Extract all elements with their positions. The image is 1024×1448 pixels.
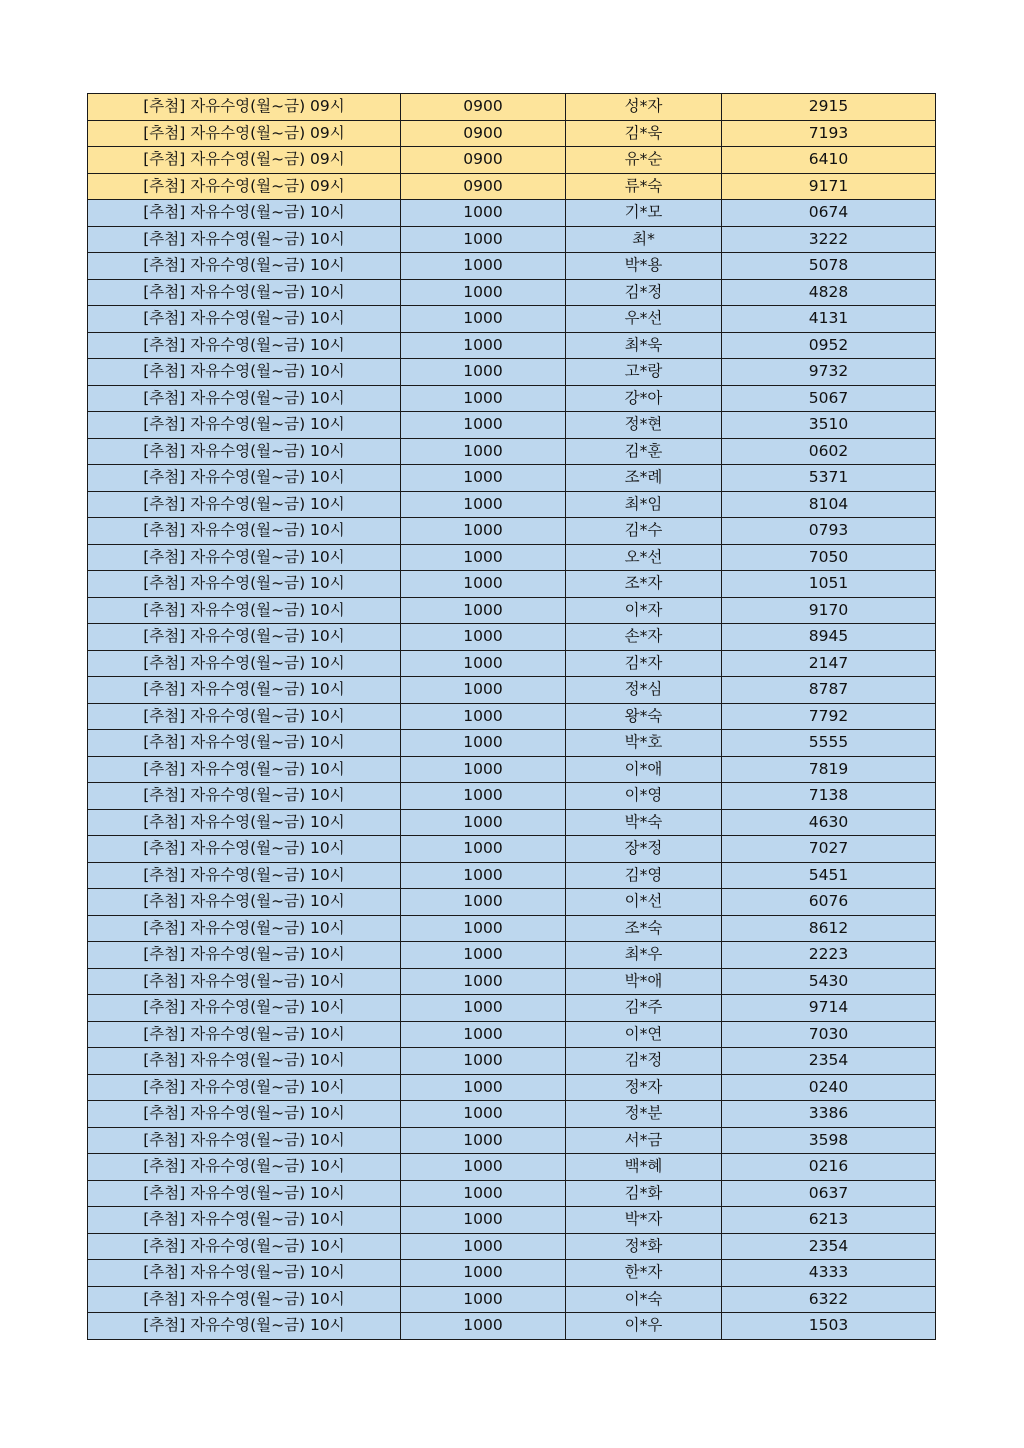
name-cell: 정*현 <box>566 412 722 439</box>
name-cell: 이*자 <box>566 597 722 624</box>
name-cell: 성*자 <box>566 94 722 121</box>
program-cell: [추첨] 자유수영(월~금) 10시 <box>88 1180 401 1207</box>
program-cell: [추첨] 자유수영(월~금) 10시 <box>88 571 401 598</box>
code-cell: 9732 <box>722 359 936 386</box>
name-cell: 박*호 <box>566 730 722 757</box>
name-cell: 왕*숙 <box>566 703 722 730</box>
table-row <box>88 968 936 995</box>
name-cell: 한*자 <box>566 1260 722 1287</box>
table-row <box>88 889 936 916</box>
code-cell: 5451 <box>722 862 936 889</box>
code-cell: 8945 <box>722 624 936 651</box>
time-cell: 1000 <box>401 1286 566 1313</box>
table-row <box>88 332 936 359</box>
time-cell: 1000 <box>401 730 566 757</box>
time-cell: 1000 <box>401 836 566 863</box>
code-cell: 7819 <box>722 756 936 783</box>
time-cell: 1000 <box>401 889 566 916</box>
name-cell: 이*영 <box>566 783 722 810</box>
time-cell: 1000 <box>401 1207 566 1234</box>
time-cell: 1000 <box>401 1074 566 1101</box>
name-cell: 이*우 <box>566 1313 722 1340</box>
table-row <box>88 1260 936 1287</box>
table-row <box>88 862 936 889</box>
code-cell: 4333 <box>722 1260 936 1287</box>
time-cell: 1000 <box>401 518 566 545</box>
time-cell: 1000 <box>401 650 566 677</box>
code-cell: 0952 <box>722 332 936 359</box>
name-cell: 강*아 <box>566 385 722 412</box>
program-cell: [추첨] 자유수영(월~금) 10시 <box>88 783 401 810</box>
code-cell: 9714 <box>722 995 936 1022</box>
time-cell: 0900 <box>401 147 566 174</box>
code-cell: 7138 <box>722 783 936 810</box>
program-cell: [추첨] 자유수영(월~금) 10시 <box>88 1021 401 1048</box>
code-cell: 3510 <box>722 412 936 439</box>
table-row <box>88 1048 936 1075</box>
name-cell: 정*화 <box>566 1233 722 1260</box>
table-row <box>88 544 936 571</box>
time-cell: 1000 <box>401 942 566 969</box>
time-cell: 1000 <box>401 544 566 571</box>
program-cell: [추첨] 자유수영(월~금) 10시 <box>88 1286 401 1313</box>
table-row <box>88 915 936 942</box>
table-row <box>88 385 936 412</box>
code-cell: 8104 <box>722 491 936 518</box>
program-cell: [추첨] 자유수영(월~금) 10시 <box>88 385 401 412</box>
program-cell: [추첨] 자유수영(월~금) 09시 <box>88 120 401 147</box>
name-cell: 박*애 <box>566 968 722 995</box>
name-cell: 정*심 <box>566 677 722 704</box>
table-row <box>88 783 936 810</box>
code-cell: 2354 <box>722 1048 936 1075</box>
name-cell: 이*선 <box>566 889 722 916</box>
table-row <box>88 491 936 518</box>
table-row <box>88 306 936 333</box>
name-cell: 유*순 <box>566 147 722 174</box>
program-cell: [추첨] 자유수영(월~금) 10시 <box>88 597 401 624</box>
program-cell: [추첨] 자유수영(월~금) 10시 <box>88 756 401 783</box>
time-cell: 0900 <box>401 94 566 121</box>
code-cell: 6213 <box>722 1207 936 1234</box>
program-cell: [추첨] 자유수영(월~금) 10시 <box>88 359 401 386</box>
time-cell: 1000 <box>401 571 566 598</box>
table-row <box>88 677 936 704</box>
code-cell: 5371 <box>722 465 936 492</box>
time-cell: 1000 <box>401 359 566 386</box>
name-cell: 기*모 <box>566 200 722 227</box>
code-cell: 1503 <box>722 1313 936 1340</box>
name-cell: 조*례 <box>566 465 722 492</box>
program-cell: [추첨] 자유수영(월~금) 10시 <box>88 1260 401 1287</box>
code-cell: 3598 <box>722 1127 936 1154</box>
table-row <box>88 94 936 121</box>
code-cell: 9170 <box>722 597 936 624</box>
table-row <box>88 836 936 863</box>
name-cell: 김*화 <box>566 1180 722 1207</box>
name-cell: 오*선 <box>566 544 722 571</box>
code-cell: 2147 <box>722 650 936 677</box>
code-cell: 8612 <box>722 915 936 942</box>
program-cell: [추첨] 자유수영(월~금) 10시 <box>88 465 401 492</box>
code-cell: 0674 <box>722 200 936 227</box>
name-cell: 박*숙 <box>566 809 722 836</box>
program-cell: [추첨] 자유수영(월~금) 10시 <box>88 253 401 280</box>
table-row <box>88 173 936 200</box>
name-cell: 김*정 <box>566 279 722 306</box>
code-cell: 4630 <box>722 809 936 836</box>
table-row <box>88 756 936 783</box>
program-cell: [추첨] 자유수영(월~금) 09시 <box>88 147 401 174</box>
code-cell: 5078 <box>722 253 936 280</box>
program-cell: [추첨] 자유수영(월~금) 09시 <box>88 94 401 121</box>
table-row <box>88 1127 936 1154</box>
name-cell: 최*임 <box>566 491 722 518</box>
table-row <box>88 1207 936 1234</box>
code-cell: 8787 <box>722 677 936 704</box>
name-cell: 김*영 <box>566 862 722 889</box>
code-cell: 7030 <box>722 1021 936 1048</box>
name-cell: 고*랑 <box>566 359 722 386</box>
code-cell: 0240 <box>722 1074 936 1101</box>
code-cell: 7050 <box>722 544 936 571</box>
code-cell: 7027 <box>722 836 936 863</box>
program-cell: [추첨] 자유수영(월~금) 10시 <box>88 200 401 227</box>
name-cell: 정*자 <box>566 1074 722 1101</box>
code-cell: 0793 <box>722 518 936 545</box>
code-cell: 5067 <box>722 385 936 412</box>
program-cell: [추첨] 자유수영(월~금) 10시 <box>88 836 401 863</box>
name-cell: 박*용 <box>566 253 722 280</box>
time-cell: 1000 <box>401 1101 566 1128</box>
table-row <box>88 730 936 757</box>
program-cell: [추첨] 자유수영(월~금) 10시 <box>88 1233 401 1260</box>
program-cell: [추첨] 자유수영(월~금) 10시 <box>88 412 401 439</box>
program-cell: [추첨] 자유수영(월~금) 10시 <box>88 809 401 836</box>
table-row <box>88 412 936 439</box>
program-cell: [추첨] 자유수영(월~금) 10시 <box>88 491 401 518</box>
table-row <box>88 200 936 227</box>
name-cell: 김*수 <box>566 518 722 545</box>
time-cell: 1000 <box>401 253 566 280</box>
code-cell: 2915 <box>722 94 936 121</box>
table-row <box>88 571 936 598</box>
table-row <box>88 465 936 492</box>
table-row <box>88 597 936 624</box>
name-cell: 우*선 <box>566 306 722 333</box>
time-cell: 1000 <box>401 1021 566 1048</box>
program-cell: [추첨] 자유수영(월~금) 10시 <box>88 1154 401 1181</box>
program-cell: [추첨] 자유수영(월~금) 10시 <box>88 1048 401 1075</box>
time-cell: 1000 <box>401 491 566 518</box>
time-cell: 1000 <box>401 279 566 306</box>
name-cell: 최*욱 <box>566 332 722 359</box>
time-cell: 1000 <box>401 597 566 624</box>
program-cell: [추첨] 자유수영(월~금) 10시 <box>88 306 401 333</box>
program-cell: [추첨] 자유수영(월~금) 10시 <box>88 915 401 942</box>
name-cell: 최*우 <box>566 942 722 969</box>
program-cell: [추첨] 자유수영(월~금) 10시 <box>88 438 401 465</box>
name-cell: 조*자 <box>566 571 722 598</box>
time-cell: 1000 <box>401 465 566 492</box>
time-cell: 1000 <box>401 1260 566 1287</box>
time-cell: 1000 <box>401 306 566 333</box>
time-cell: 1000 <box>401 1154 566 1181</box>
time-cell: 1000 <box>401 677 566 704</box>
program-cell: [추첨] 자유수영(월~금) 10시 <box>88 703 401 730</box>
program-cell: [추첨] 자유수영(월~금) 10시 <box>88 730 401 757</box>
code-cell: 4828 <box>722 279 936 306</box>
table-row <box>88 226 936 253</box>
code-cell: 2223 <box>722 942 936 969</box>
time-cell: 1000 <box>401 915 566 942</box>
program-cell: [추첨] 자유수영(월~금) 10시 <box>88 1313 401 1340</box>
table-row <box>88 279 936 306</box>
program-cell: [추첨] 자유수영(월~금) 10시 <box>88 995 401 1022</box>
name-cell: 김*정 <box>566 1048 722 1075</box>
program-cell: [추첨] 자유수영(월~금) 10시 <box>88 1207 401 1234</box>
program-cell: [추첨] 자유수영(월~금) 10시 <box>88 544 401 571</box>
time-cell: 1000 <box>401 332 566 359</box>
name-cell: 이*애 <box>566 756 722 783</box>
time-cell: 1000 <box>401 200 566 227</box>
program-cell: [추첨] 자유수영(월~금) 10시 <box>88 1127 401 1154</box>
program-cell: [추첨] 자유수영(월~금) 10시 <box>88 332 401 359</box>
time-cell: 1000 <box>401 995 566 1022</box>
table-row <box>88 995 936 1022</box>
code-cell: 5430 <box>722 968 936 995</box>
time-cell: 1000 <box>401 226 566 253</box>
program-cell: [추첨] 자유수영(월~금) 10시 <box>88 1074 401 1101</box>
name-cell: 이*연 <box>566 1021 722 1048</box>
time-cell: 1000 <box>401 756 566 783</box>
code-cell: 3386 <box>722 1101 936 1128</box>
time-cell: 1000 <box>401 1313 566 1340</box>
name-cell: 백*혜 <box>566 1154 722 1181</box>
code-cell: 7792 <box>722 703 936 730</box>
code-cell: 0637 <box>722 1180 936 1207</box>
time-cell: 1000 <box>401 703 566 730</box>
table-row <box>88 518 936 545</box>
time-cell: 1000 <box>401 438 566 465</box>
name-cell: 조*숙 <box>566 915 722 942</box>
name-cell: 이*숙 <box>566 1286 722 1313</box>
name-cell: 김*욱 <box>566 120 722 147</box>
time-cell: 1000 <box>401 1127 566 1154</box>
time-cell: 0900 <box>401 173 566 200</box>
table-row <box>88 1180 936 1207</box>
program-cell: [추첨] 자유수영(월~금) 10시 <box>88 677 401 704</box>
code-cell: 7193 <box>722 120 936 147</box>
time-cell: 1000 <box>401 862 566 889</box>
table-row <box>88 1021 936 1048</box>
table-row <box>88 703 936 730</box>
name-cell: 김*주 <box>566 995 722 1022</box>
time-cell: 1000 <box>401 624 566 651</box>
program-cell: [추첨] 자유수영(월~금) 10시 <box>88 862 401 889</box>
code-cell: 0216 <box>722 1154 936 1181</box>
table-row <box>88 650 936 677</box>
code-cell: 3222 <box>722 226 936 253</box>
name-cell: 서*금 <box>566 1127 722 1154</box>
time-cell: 1000 <box>401 968 566 995</box>
name-cell: 김*자 <box>566 650 722 677</box>
table-row <box>88 809 936 836</box>
table-row <box>88 1101 936 1128</box>
program-cell: [추첨] 자유수영(월~금) 09시 <box>88 173 401 200</box>
table-row <box>88 1313 936 1340</box>
name-cell: 정*분 <box>566 1101 722 1128</box>
table-row <box>88 359 936 386</box>
name-cell: 손*자 <box>566 624 722 651</box>
table-row <box>88 147 936 174</box>
time-cell: 0900 <box>401 120 566 147</box>
code-cell: 2354 <box>722 1233 936 1260</box>
program-cell: [추첨] 자유수영(월~금) 10시 <box>88 1101 401 1128</box>
table-row <box>88 942 936 969</box>
code-cell: 6410 <box>722 147 936 174</box>
time-cell: 1000 <box>401 1048 566 1075</box>
name-cell: 장*정 <box>566 836 722 863</box>
program-cell: [추첨] 자유수영(월~금) 10시 <box>88 518 401 545</box>
code-cell: 6076 <box>722 889 936 916</box>
lottery-result-table <box>87 93 936 1340</box>
program-cell: [추첨] 자유수영(월~금) 10시 <box>88 624 401 651</box>
program-cell: [추첨] 자유수영(월~금) 10시 <box>88 226 401 253</box>
program-cell: [추첨] 자유수영(월~금) 10시 <box>88 650 401 677</box>
table-row <box>88 1154 936 1181</box>
code-cell: 1051 <box>722 571 936 598</box>
code-cell: 5555 <box>722 730 936 757</box>
code-cell: 9171 <box>722 173 936 200</box>
table-row <box>88 1074 936 1101</box>
program-cell: [추첨] 자유수영(월~금) 10시 <box>88 279 401 306</box>
table-body <box>88 94 936 1340</box>
code-cell: 6322 <box>722 1286 936 1313</box>
time-cell: 1000 <box>401 412 566 439</box>
time-cell: 1000 <box>401 783 566 810</box>
table-row <box>88 438 936 465</box>
name-cell: 김*훈 <box>566 438 722 465</box>
table-row <box>88 1233 936 1260</box>
code-cell: 4131 <box>722 306 936 333</box>
name-cell: 박*자 <box>566 1207 722 1234</box>
name-cell: 류*숙 <box>566 173 722 200</box>
name-cell: 최* <box>566 226 722 253</box>
time-cell: 1000 <box>401 385 566 412</box>
table-row <box>88 624 936 651</box>
table-row <box>88 120 936 147</box>
program-cell: [추첨] 자유수영(월~금) 10시 <box>88 968 401 995</box>
code-cell: 0602 <box>722 438 936 465</box>
time-cell: 1000 <box>401 1180 566 1207</box>
program-cell: [추첨] 자유수영(월~금) 10시 <box>88 889 401 916</box>
table-row <box>88 1286 936 1313</box>
table-row <box>88 253 936 280</box>
program-cell: [추첨] 자유수영(월~금) 10시 <box>88 942 401 969</box>
time-cell: 1000 <box>401 809 566 836</box>
time-cell: 1000 <box>401 1233 566 1260</box>
